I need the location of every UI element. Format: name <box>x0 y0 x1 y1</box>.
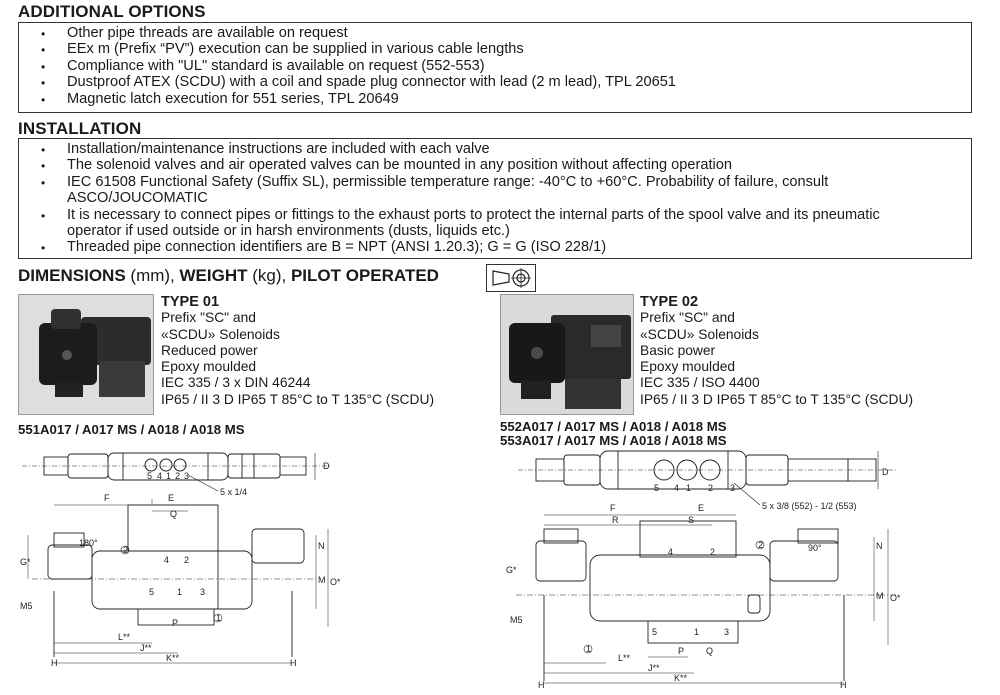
type01-line: «SCDU» Solenoids <box>161 326 280 342</box>
type02-line: IEC 335 / ISO 4400 <box>640 375 760 391</box>
callout-1: 1 <box>216 613 222 623</box>
additional-options-box <box>18 22 972 113</box>
rotation-angle-label: 180° <box>79 538 98 548</box>
installation-list <box>19 141 971 256</box>
projection-symbol-icon <box>486 264 536 292</box>
weight-unit-kg: (kg), <box>247 266 291 285</box>
type02-line: Epoxy moulded <box>640 359 736 375</box>
weight-label: WEIGHT <box>179 266 248 285</box>
dim-label-s: S <box>688 515 695 525</box>
dim-label-d: D <box>323 461 330 471</box>
dim-label-o: O* <box>890 593 901 603</box>
dim-label-l: L** <box>118 632 131 642</box>
port-label: 1 <box>686 483 692 493</box>
dim-label-p: P <box>172 618 179 628</box>
side-port-label: 3 <box>200 587 206 597</box>
dim-label-j: J** <box>648 663 660 673</box>
dim-label-j: J** <box>140 643 152 653</box>
dim-label-n: N <box>318 541 325 551</box>
type02-model-number: 553A017 / A017 MS / A018 / A018 MS <box>500 433 727 448</box>
type02-dimension-drawing <box>498 445 918 693</box>
type02-name: TYPE 02 <box>640 294 699 310</box>
side-port-label: 1 <box>177 587 183 597</box>
dim-label-e: E <box>168 493 175 503</box>
dim-label-m: M <box>876 591 884 601</box>
port-label: 2 <box>708 483 714 493</box>
type01-dimension-drawing <box>18 445 348 693</box>
dim-label-o: O* <box>330 577 341 587</box>
callout-2: 2 <box>123 545 129 555</box>
port-label: 5 <box>147 471 153 481</box>
installation-heading: INSTALLATION <box>18 119 142 138</box>
type01-model-number: 551A017 / A017 MS / A018 / A018 MS <box>18 422 245 437</box>
type01-line: IEC 335 / 3 x DIN 46244 <box>161 375 311 391</box>
port-thread-note: 5 x 1/4 <box>220 487 248 497</box>
port-label: 3 <box>184 471 190 481</box>
type02-description <box>640 294 913 408</box>
type02-line: Prefix "SC" and <box>640 310 735 326</box>
type01-name: TYPE 01 <box>161 294 220 310</box>
port-label: 4 <box>674 483 680 493</box>
dim-label-m5: M5 <box>510 615 523 625</box>
dim-label-m5: M5 <box>20 601 33 611</box>
dim-label-m: M <box>318 575 326 585</box>
dim-label-f: F <box>104 493 110 503</box>
dimensions-heading <box>18 266 439 286</box>
port-label: 5 <box>654 483 660 493</box>
dim-label-f: F <box>610 503 616 513</box>
list-item: • IEC 61508 Functional Safety (Suffix SL), permissible temperature range: -40°C to +60°C. Probability of failure, consult ASCO/JOUCOMATIC <box>19 174 971 207</box>
port-label: 1 <box>166 471 172 481</box>
side-port-label: 5 <box>652 627 658 637</box>
list-item: • Other pipe threads are available on request <box>19 25 971 41</box>
port-thread-note: 5 x 3/8 (552) - 1/2 (553) <box>762 501 857 511</box>
list-item: • Threaded pipe connection identifiers are B = NPT (ANSI 1.20.3); G = G (ISO 228/1) <box>19 239 971 255</box>
type01-line: Epoxy moulded <box>161 359 257 375</box>
type01-product-photo <box>18 294 154 415</box>
dim-label-p: P <box>678 646 685 656</box>
dim-label-n: N <box>876 541 883 551</box>
side-port-label: 5 <box>149 587 155 597</box>
list-item: • Magnetic latch execution for 551 series, TPL 20649 <box>19 91 971 107</box>
port-label: 3 <box>730 483 736 493</box>
type01-line: IP65 / II 3 D IP65 T 85°C to T 135°C (SCDU) <box>161 391 435 407</box>
type02-line: Basic power <box>640 342 716 358</box>
side-port-label: 3 <box>724 627 730 637</box>
callout-1: 1 <box>586 644 592 654</box>
dim-label-h-left: H <box>51 658 58 668</box>
type02-product-photo <box>500 294 634 415</box>
dim-label-l: L** <box>618 653 631 663</box>
dim-label-d: D <box>882 467 889 477</box>
port-label: 2 <box>175 471 181 481</box>
type01-description <box>161 294 434 408</box>
dim-label-g: G* <box>506 565 517 575</box>
dim-label-k: K** <box>166 653 180 663</box>
dim-label-k: K** <box>674 673 688 683</box>
side-port-label: 1 <box>694 627 700 637</box>
additional-options-list <box>19 25 971 107</box>
port-label: 4 <box>157 471 163 481</box>
side-port-label: 2 <box>184 555 190 565</box>
list-item: • Compliance with "UL" standard is available on request (552-553) <box>19 58 971 74</box>
dim-label-q: Q <box>170 509 178 519</box>
dim-label-h-right: H <box>290 658 297 668</box>
list-item: • The solenoid valves and air operated valves can be mounted in any position without affecting operation <box>19 157 971 173</box>
additional-options-heading: ADDITIONAL OPTIONS <box>18 2 206 21</box>
type02-line: IP65 / II 3 D IP65 T 85°C to T 135°C (SCDU) <box>640 391 914 407</box>
dim-label-e: E <box>698 503 705 513</box>
type01-line: Reduced power <box>161 342 258 358</box>
dimensions-unit-mm: (mm), <box>125 266 180 285</box>
list-item: • Installation/maintenance instructions are included with each valve <box>19 141 971 157</box>
dim-label-r: R <box>612 515 619 525</box>
callout-2: 2 <box>758 540 764 550</box>
side-port-label: 4 <box>164 555 170 565</box>
installation-box <box>18 138 972 259</box>
pilot-operated-label: PILOT OPERATED <box>290 266 439 285</box>
type01-line: Prefix "SC" and <box>161 310 256 326</box>
type02-model-number: 552A017 / A017 MS / A018 / A018 MS <box>500 419 727 434</box>
dim-label-g: G* <box>20 557 31 567</box>
rotation-angle-label: 90° <box>808 543 822 553</box>
side-port-label: 2 <box>710 547 716 557</box>
type02-line: «SCDU» Solenoids <box>640 326 759 342</box>
dim-label-h-left: H <box>538 680 545 690</box>
dim-label-q: Q <box>706 646 714 656</box>
list-item: • It is necessary to connect pipes or fittings to the exhaust ports to protect the internal parts of the spool valve and its pneumatic operator if used outside or in harsh environments (dusts, liquids etc.) <box>19 207 971 240</box>
list-item: • Dustproof ATEX (SCDU) with a coil and spade plug connector with lead (2 m lead), TPL 20651 <box>19 74 971 90</box>
dimensions-label: DIMENSIONS <box>18 266 126 285</box>
list-item: • EEx m (Prefix “PV”) execution can be supplied in various cable lengths <box>19 41 971 57</box>
dim-label-h-right: H <box>840 680 847 690</box>
side-port-label: 4 <box>668 547 674 557</box>
